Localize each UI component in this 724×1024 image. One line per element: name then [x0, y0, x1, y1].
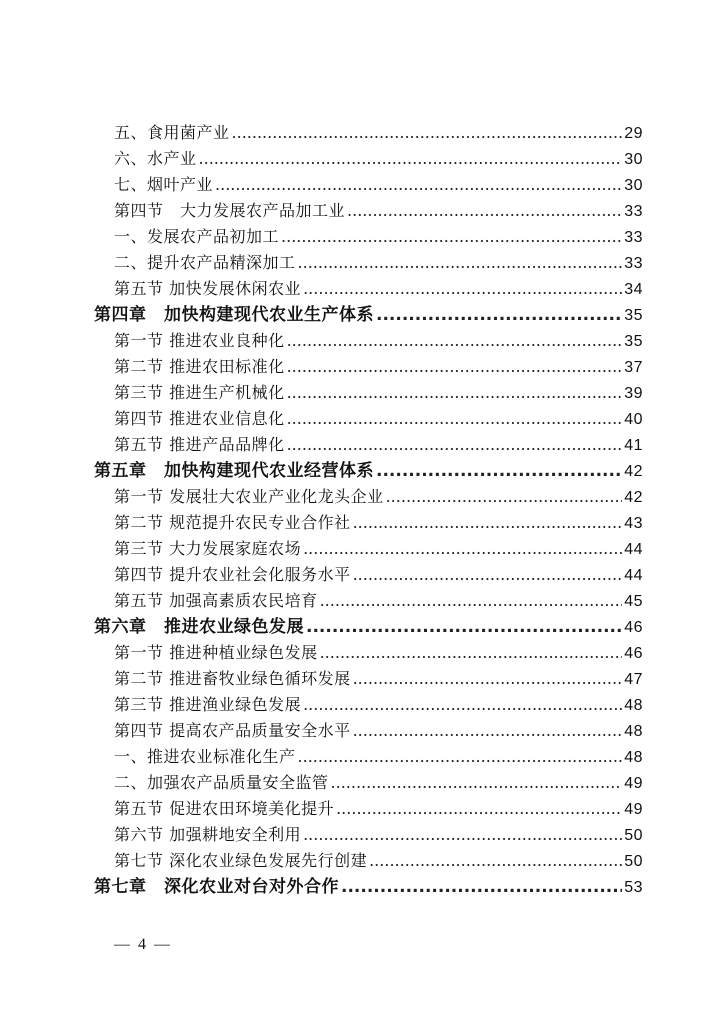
toc-entry[interactable]: [0, 224, 643, 250]
toc-entry-title: 第三节 推进渔业绿色发展: [114, 695, 302, 714]
toc-entry-title: 第四章 加快构建现代农业生产体系: [94, 305, 374, 325]
dot-leader: [298, 250, 623, 276]
toc-entry-title: 第一节 发展壮大农业产业化龙头企业: [114, 487, 384, 506]
toc-entry-title: 第五节 加快发展休闲农业: [114, 279, 302, 298]
toc-entry[interactable]: [0, 250, 643, 276]
page-number-footer: — 4 —: [114, 936, 172, 953]
dot-leader: [376, 302, 622, 328]
toc-entry[interactable]: [0, 172, 643, 198]
toc-entry-title: 第二节 推进畜牧业绿色循环发展: [114, 669, 351, 688]
dot-leader: [341, 874, 622, 900]
dot-leader: [320, 588, 623, 614]
toc-entry-page-number: 46: [624, 619, 643, 636]
dot-leader: [287, 380, 623, 406]
toc-entry-title: 第二节 推进农田标准化: [114, 357, 285, 376]
toc-entry-title: 第四节 提升农业社会化服务水平: [114, 565, 351, 584]
toc-entry[interactable]: [0, 666, 643, 692]
dot-leader: [303, 536, 622, 562]
toc-entry-page-number: 50: [624, 853, 643, 870]
toc-entry-title: 第六节 加强耕地安全利用: [114, 825, 302, 844]
toc-entry-title: 一、推进农业标准化生产: [114, 747, 296, 766]
toc-entry[interactable]: [0, 640, 643, 666]
toc-entry-title: 第四节 提高农产品质量安全水平: [114, 721, 351, 740]
toc-entry-page-number: 30: [624, 151, 643, 168]
toc-entry[interactable]: [0, 406, 643, 432]
toc-entry-title: 第七章 深化农业对台对外合作: [94, 877, 339, 897]
dot-leader: [353, 510, 623, 536]
toc-entry[interactable]: [0, 276, 643, 302]
dot-leader: [331, 770, 623, 796]
toc-entry-title: 第一节 推进种植业绿色发展: [114, 643, 318, 662]
toc-entry-page-number: 29: [624, 125, 643, 142]
toc-entry-page-number: 43: [624, 515, 643, 532]
toc-entry[interactable]: [0, 432, 643, 458]
dot-leader: [215, 172, 622, 198]
toc-entry-page-number: 44: [624, 567, 643, 584]
toc-entry-page-number: 39: [624, 385, 643, 402]
toc-entry[interactable]: [0, 198, 643, 224]
dot-leader: [306, 614, 622, 640]
toc-entry-page-number: 49: [624, 775, 643, 792]
toc-entry-title: 第三节 推进生产机械化: [114, 383, 285, 402]
dot-leader: [303, 276, 622, 302]
toc-entry[interactable]: [0, 848, 643, 874]
toc-entry[interactable]: [0, 692, 643, 718]
toc-entry-title: 第五节 推进产品品牌化: [114, 435, 285, 454]
dot-leader: [336, 796, 622, 822]
toc-entry-title: 第一节 推进农业良种化: [114, 331, 285, 350]
table-of-contents: [0, 120, 724, 900]
toc-entry-page-number: 48: [624, 697, 643, 714]
toc-entry[interactable]: [0, 380, 643, 406]
dot-leader: [369, 848, 622, 874]
toc-entry[interactable]: [0, 822, 643, 848]
toc-entry-page-number: 50: [624, 827, 643, 844]
toc-entry[interactable]: [0, 484, 643, 510]
toc-entry-title: 一、发展农产品初加工: [114, 227, 280, 246]
dot-leader: [347, 198, 622, 224]
toc-entry-page-number: 42: [624, 463, 643, 480]
toc-entry[interactable]: [0, 770, 643, 796]
dot-leader: [303, 692, 622, 718]
dot-leader: [287, 354, 623, 380]
toc-entry-page-number: 35: [624, 333, 643, 350]
toc-entry-page-number: 40: [624, 411, 643, 428]
toc-entry-page-number: 37: [624, 359, 643, 376]
toc-entry-title: 第二节 规范提升农民专业合作社: [114, 513, 351, 532]
toc-entry-page-number: 33: [624, 255, 643, 272]
toc-entry-title: 六、水产业: [114, 149, 197, 168]
toc-chapter-entry[interactable]: [0, 458, 643, 484]
toc-chapter-entry[interactable]: [0, 874, 643, 900]
toc-entry-title: 五、食用菌产业: [114, 123, 230, 142]
toc-entry-page-number: 45: [624, 593, 643, 610]
toc-entry-page-number: 53: [624, 879, 643, 896]
toc-entry-title: 二、加强农产品质量安全监管: [114, 773, 329, 792]
toc-entry-page-number: 33: [624, 229, 643, 246]
toc-entry-title: 二、提升农产品精深加工: [114, 253, 296, 272]
toc-entry-title: 第四节 推进农业信息化: [114, 409, 285, 428]
toc-entry[interactable]: [0, 120, 643, 146]
toc-entry-page-number: 49: [624, 801, 643, 818]
dot-leader: [386, 484, 623, 510]
toc-entry-page-number: 44: [624, 541, 643, 558]
dot-leader: [353, 718, 623, 744]
toc-entry[interactable]: [0, 328, 643, 354]
toc-entry[interactable]: [0, 510, 643, 536]
dot-leader: [199, 146, 623, 172]
toc-entry[interactable]: [0, 718, 643, 744]
toc-entry-title: 第三节 大力发展家庭农场: [114, 539, 302, 558]
dot-leader: [281, 224, 622, 250]
toc-entry-title: 第七节 深化农业绿色发展先行创建: [114, 851, 368, 870]
toc-entry[interactable]: [0, 744, 643, 770]
dot-leader: [232, 120, 623, 146]
dot-leader: [376, 458, 622, 484]
toc-entry-page-number: 41: [624, 437, 643, 454]
toc-entry[interactable]: [0, 588, 643, 614]
dot-leader: [320, 640, 623, 666]
toc-entry[interactable]: [0, 146, 643, 172]
toc-entry-title: 第五章 加快构建现代农业经营体系: [94, 461, 374, 481]
toc-entry[interactable]: [0, 536, 643, 562]
toc-entry-page-number: 46: [624, 645, 643, 662]
toc-entry[interactable]: [0, 354, 643, 380]
dot-leader: [298, 744, 623, 770]
toc-entry-title: 第六章 推进农业绿色发展: [94, 617, 304, 637]
toc-chapter-entry[interactable]: [0, 302, 643, 328]
toc-entry-title: 七、烟叶产业: [114, 175, 214, 194]
dot-leader: [287, 432, 623, 458]
toc-entry-page-number: 33: [624, 203, 643, 220]
toc-entry[interactable]: [0, 562, 643, 588]
dot-leader: [353, 666, 623, 692]
toc-entry-page-number: 35: [624, 307, 643, 324]
toc-entry-title: 第五节 促进农田环境美化提升: [114, 799, 335, 818]
toc-entry-page-number: 47: [624, 671, 643, 688]
dot-leader: [287, 406, 623, 432]
toc-chapter-entry[interactable]: [0, 614, 643, 640]
toc-entry-page-number: 42: [624, 489, 643, 506]
toc-entry-title: 第四节 大力发展农产品加工业: [114, 201, 346, 220]
toc-entry-page-number: 48: [624, 723, 643, 740]
dot-leader: [287, 328, 623, 354]
toc-entry-page-number: 30: [624, 177, 643, 194]
dot-leader: [353, 562, 623, 588]
dot-leader: [303, 822, 622, 848]
toc-entry[interactable]: [0, 796, 643, 822]
toc-entry-page-number: 48: [624, 749, 643, 766]
toc-entry-page-number: 34: [624, 281, 643, 298]
toc-entry-title: 第五节 加强高素质农民培育: [114, 591, 318, 610]
